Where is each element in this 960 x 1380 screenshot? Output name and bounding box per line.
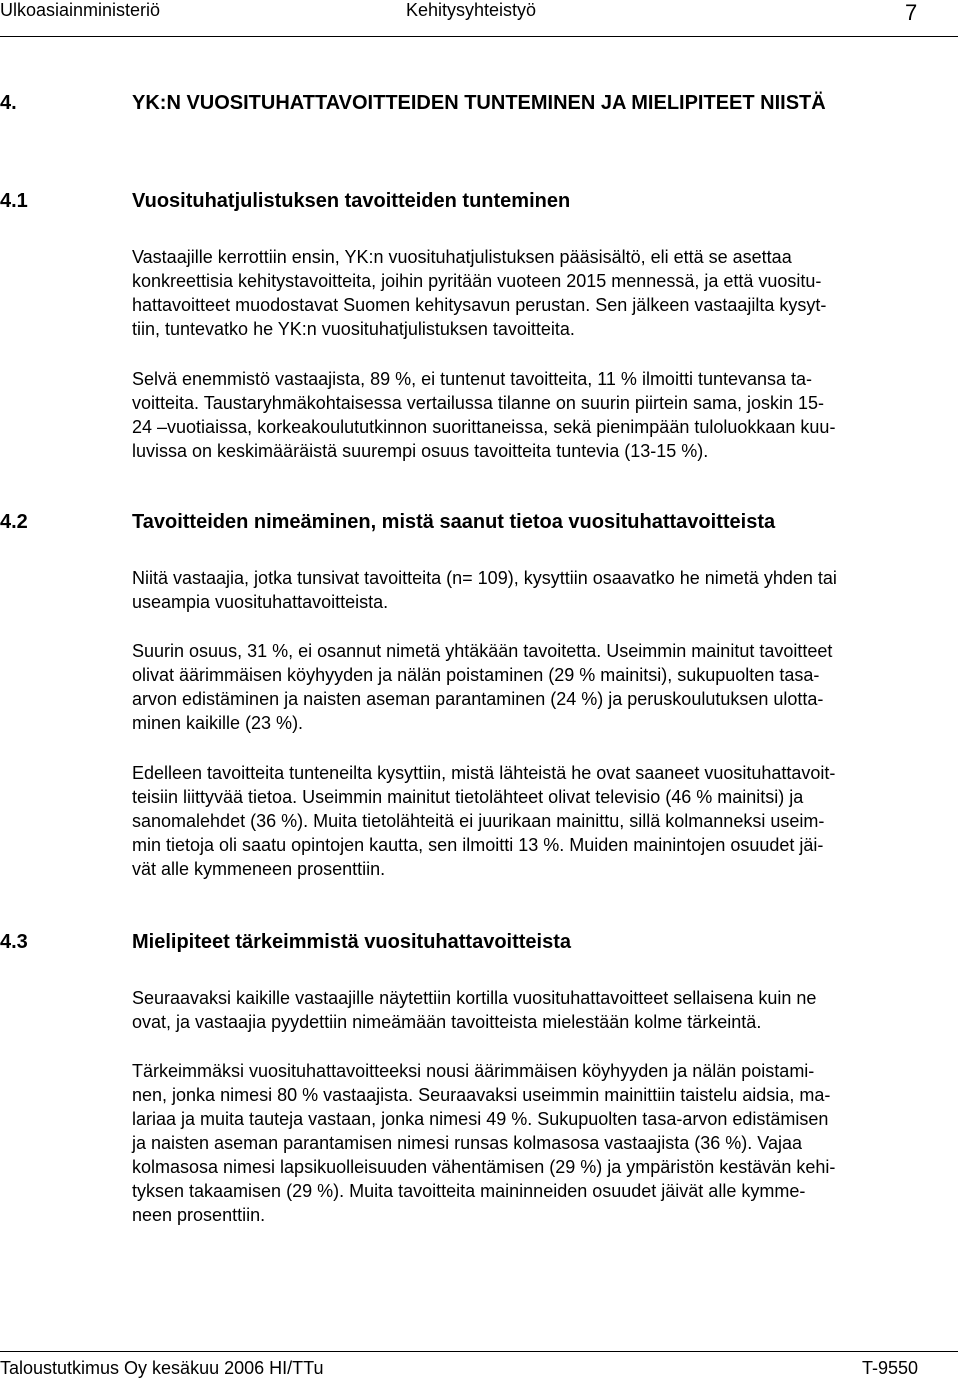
text-line: Tärkeimmäksi vuosituhattavoitteeksi nousi äärimmäisen köyhyyden ja nälän poistami- [132, 1061, 815, 1081]
text-line: 24 –vuotiaissa, korkeakoulututkinnon suorittaneissa, sekä pienimpään tuloluokkaan kuu- [132, 417, 836, 437]
header-department: Kehitysyhteistyö [406, 0, 537, 20]
text-line: ovat, ja vastaajia pyydettiin nimeämään tavoitteista mielestään kolme tärkeintä. [132, 1012, 762, 1032]
text-line: ja naisten aseman parantamisen nimesi runsas kolmasosa vastaajista (36 %). Vajaa [132, 1133, 802, 1153]
section-number: 4.3 [0, 931, 28, 953]
chapter-title: YK:N VUOSITUHATTAVOITTEIDEN TUNTEMINEN JA MIELIPITEET NIISTÄ [132, 92, 826, 114]
paragraph [132, 639, 960, 735]
text-line: neen prosenttiin. [132, 1205, 266, 1225]
text-line: sanomalehdet (36 %). Muita tietolähteitä ei juurikaan mainittu, sillä kolmanneksi useim- [132, 811, 825, 831]
section-number: 4.2 [0, 511, 28, 533]
section-title: Tavoitteiden nimeäminen, mistä saanut tietoa vuosituhattavoitteista [132, 511, 776, 533]
chapter-number: 4. [0, 92, 17, 114]
text-line: vät alle kymmeneen prosenttiin. [132, 859, 386, 879]
text-line: lariaa ja muita tauteja vastaan, jonka nimesi 49 %. Sukupuolten tasa-arvon edistämisen [132, 1109, 829, 1129]
paragraph [132, 1059, 960, 1227]
text-line: Edelleen tavoitteita tunteneilta kysyttiin, mistä lähteistä he ovat saaneet vuosituhattavoit- [132, 763, 836, 783]
page-number: 7 [905, 0, 918, 25]
text-line: nen, jonka nimesi 80 % vastaajista. Seuraavaksi useimmin mainittiin taistelu aidsia, ma- [132, 1085, 831, 1105]
text-line: Vastaajille kerrottiin ensin, YK:n vuosituhatjulistuksen pääsisältö, eli että se asettaa [132, 247, 792, 267]
text-line: Selvä enemmistö vastaajista, 89 %, ei tuntenut tavoitteita, 11 % ilmoitti tuntevansa ta- [132, 369, 813, 389]
paragraph [132, 245, 960, 341]
footer-code: T-9550 [862, 1358, 919, 1378]
text-line: teisiin liittyvää tietoa. Useimmin mainitut tietolähteet olivat televisio (46 % mainitsi) ja [132, 787, 804, 807]
text-line: konkreettisia kehitystavoitteita, joihin pyritään vuoteen 2015 mennessä, ja että vuositu- [132, 271, 822, 291]
text-line: arvon edistäminen ja naisten aseman parantaminen (24 %) ja peruskoulutuksen ulotta- [132, 689, 824, 709]
text-line: hattavoitteet muodostavat Suomen kehitysavun perustan. Sen jälkeen vastaajilta kysyt- [132, 295, 827, 315]
section-number: 4.1 [0, 190, 28, 212]
section-title: Vuosituhatjulistuksen tavoitteiden tunteminen [132, 190, 571, 212]
text-line: Seuraavaksi kaikille vastaajille näytettiin kortilla vuosituhattavoitteet sellaisena kuin ne [132, 988, 817, 1008]
header-rule [0, 36, 958, 37]
text-line: tiin, tuntevatko he YK:n vuosituhatjulistuksen tavoitteita. [132, 319, 575, 339]
paragraph [132, 566, 960, 614]
header-ministry: Ulkoasiainministeriö [0, 0, 161, 20]
section-title: Mielipiteet tärkeimmistä vuosituhattavoitteista [132, 931, 572, 953]
text-line: kolmasosa nimesi lapsikuolleisuuden vähentämisen (29 %) ja ympäristön kestävän kehi- [132, 1157, 836, 1177]
paragraph [132, 986, 960, 1034]
text-line: min tietoja oli saatu opintojen kautta, sen ilmoitti 13 %. Muiden mainintojen osuudet jäi- [132, 835, 824, 855]
text-line: minen kaikille (23 %). [132, 713, 304, 733]
text-line: olivat äärimmäisen köyhyyden ja nälän poistaminen (29 % mainitsi), sukupuolten tasa- [132, 665, 820, 685]
text-line: voitteita. Taustaryhmäkohtaisessa vertailussa tilanne on suurin piirtein sama, joskin 15- [132, 393, 825, 413]
footer-rule [0, 1351, 958, 1352]
text-line: Suurin osuus, 31 %, ei osannut nimetä yhtäkään tavoitetta. Useimmin mainitut tavoitteet [132, 641, 833, 661]
text-line: Niitä vastaajia, jotka tunsivat tavoitteita (n= 109), kysyttiin osaavatko he nimetä yhden tai [132, 568, 837, 588]
text-line: useampia vuosituhattavoitteista. [132, 592, 389, 612]
paragraph [132, 761, 960, 881]
text-line: tyksen takaamisen (29 %). Muita tavoitteita maininneiden osuudet jäivät alle kymme- [132, 1181, 806, 1201]
paragraph [132, 367, 960, 463]
footer-company: Taloustutkimus Oy kesäkuu 2006 HI/TTu [0, 1358, 324, 1378]
text-line: luvissa on keskimääräistä suurempi osuus tavoitteita tuntevia (13-15 %). [132, 441, 709, 461]
